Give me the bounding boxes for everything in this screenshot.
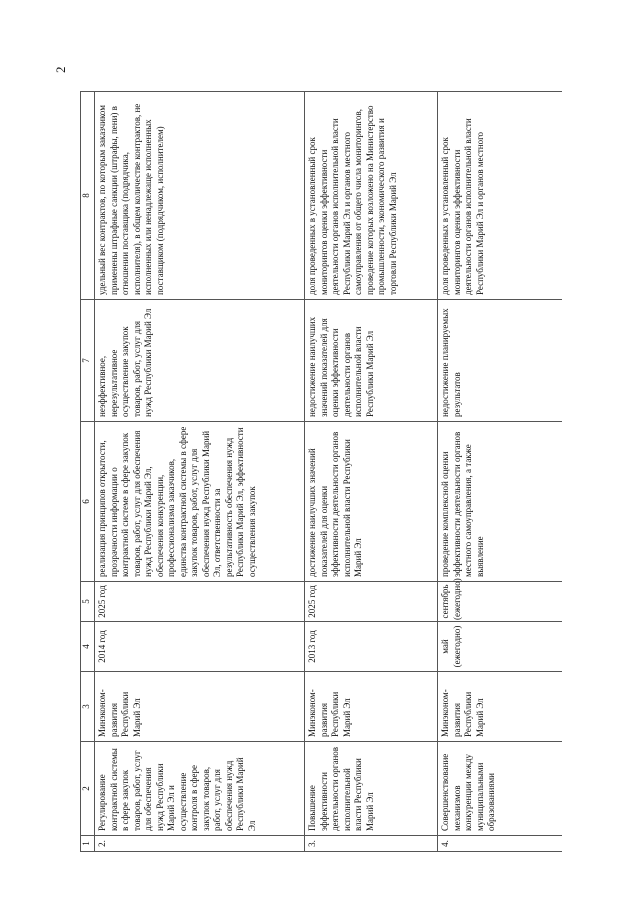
related-indicator: доля проведенных в установленный срок мониторингов оценки эффективности деятельности органов исполнительной власти Республики Марий Эл и органов местного самоуправления от общего числа мониторингов, проведение которых возложено на Министерство промышленности, экономического развития и торговли Республики Марий Эл — [305, 92, 438, 300]
non-implementation-consequences: недостижение наилучших значений показателей для оценки эффективности деятельности органов исполнительной власти Республики Марий Эл — [305, 300, 438, 422]
column-number-row — [81, 92, 95, 852]
measure-name: Регулирование контрактной системы в сфере закупок товаров, работ, услуг для обеспечения нужд Республики Марий Эл и осуществление контроля в сфере закупок товаров, работ, услуг для обеспечения нужд Республики Марий Эл — [95, 742, 305, 836]
responsible-executor: Минэконом-развития Республики Марий Эл — [95, 672, 305, 742]
page-number: 2 — [53, 66, 68, 73]
responsible-executor: Минэконом-развития Республики Марий Эл — [438, 672, 563, 742]
non-implementation-consequences: неэффективное, нерезультативное осуществление закупок товаров, работ, услуг для нужд Республики Марий Эл — [95, 300, 305, 422]
table-row — [438, 92, 563, 852]
column-number: 2 — [81, 742, 95, 836]
expected-result: достижение наилучших значений показателей для оценки эффективности деятельности органов исполнительной власти Республики Марий Эл — [305, 422, 438, 582]
column-number: 7 — [81, 300, 95, 422]
non-implementation-consequences: недостижение планируемых результатов — [438, 300, 563, 422]
row-number: 2. — [95, 836, 305, 852]
related-indicator: удельный вес контрактов, по которым заказчиком применены штрафные санкции (штрафы, пени) в отношении поставщика (подрядчика, исполнителя), в общем количестве контрактов, не исполненных или ненадлежаще исполненных поставщиком (подрядчиком, исполнителем) — [95, 92, 305, 300]
column-number: 1 — [81, 836, 95, 852]
column-number: 3 — [81, 672, 95, 742]
measure-name: Повышение эффективности деятельности органов исполнительной власти Республики Марий Эл — [305, 742, 438, 836]
column-number: 4 — [81, 622, 95, 672]
start-date: 2013 год — [305, 622, 438, 672]
start-date: май (ежегодно) — [438, 622, 563, 672]
row-number: 3. — [305, 836, 438, 852]
expected-result: проведение комплексной оценки эффективности деятельности органов местного самоуправления, а также выявление — [438, 422, 563, 582]
column-number: 8 — [81, 92, 95, 300]
start-date: 2014 год — [95, 622, 305, 672]
expected-result: реализация принципов открытости, прозрачности информации о контрактной системе в сфере закупок товаров, работ, услуг для обеспечения нужд Республики Марий Эл, обеспечения конкуренции, профессионализма заказчиков, единства контрактной системы в сфере закупок товаров, работ, услуг для обеспечения нужд Республики Марий Эл, ответственности за результативность обеспечения нужд Республики Марий Эл, эффективности осуществления закупок — [95, 422, 305, 582]
column-number: 6 — [81, 422, 95, 582]
measures-table — [80, 91, 562, 852]
end-date: 2025 год — [305, 582, 438, 622]
column-number: 5 — [81, 582, 95, 622]
rotated-page — [80, 92, 592, 852]
end-date: сентябрь (ежегодно) — [438, 582, 563, 622]
row-number: 4. — [438, 836, 563, 852]
measure-name: Совершенствование механизмов конкуренции между муниципальными образованиями — [438, 742, 563, 836]
table-row — [305, 92, 438, 852]
end-date: 2025 год — [95, 582, 305, 622]
related-indicator: доля проведенных в установленный срок мониторингов оценки эффективности деятельности органов исполнительной власти Республики Марий Эл и органов местного — [438, 92, 563, 300]
responsible-executor: Минэконом-развития Республики Марий Эл — [305, 672, 438, 742]
table-row — [95, 92, 305, 852]
